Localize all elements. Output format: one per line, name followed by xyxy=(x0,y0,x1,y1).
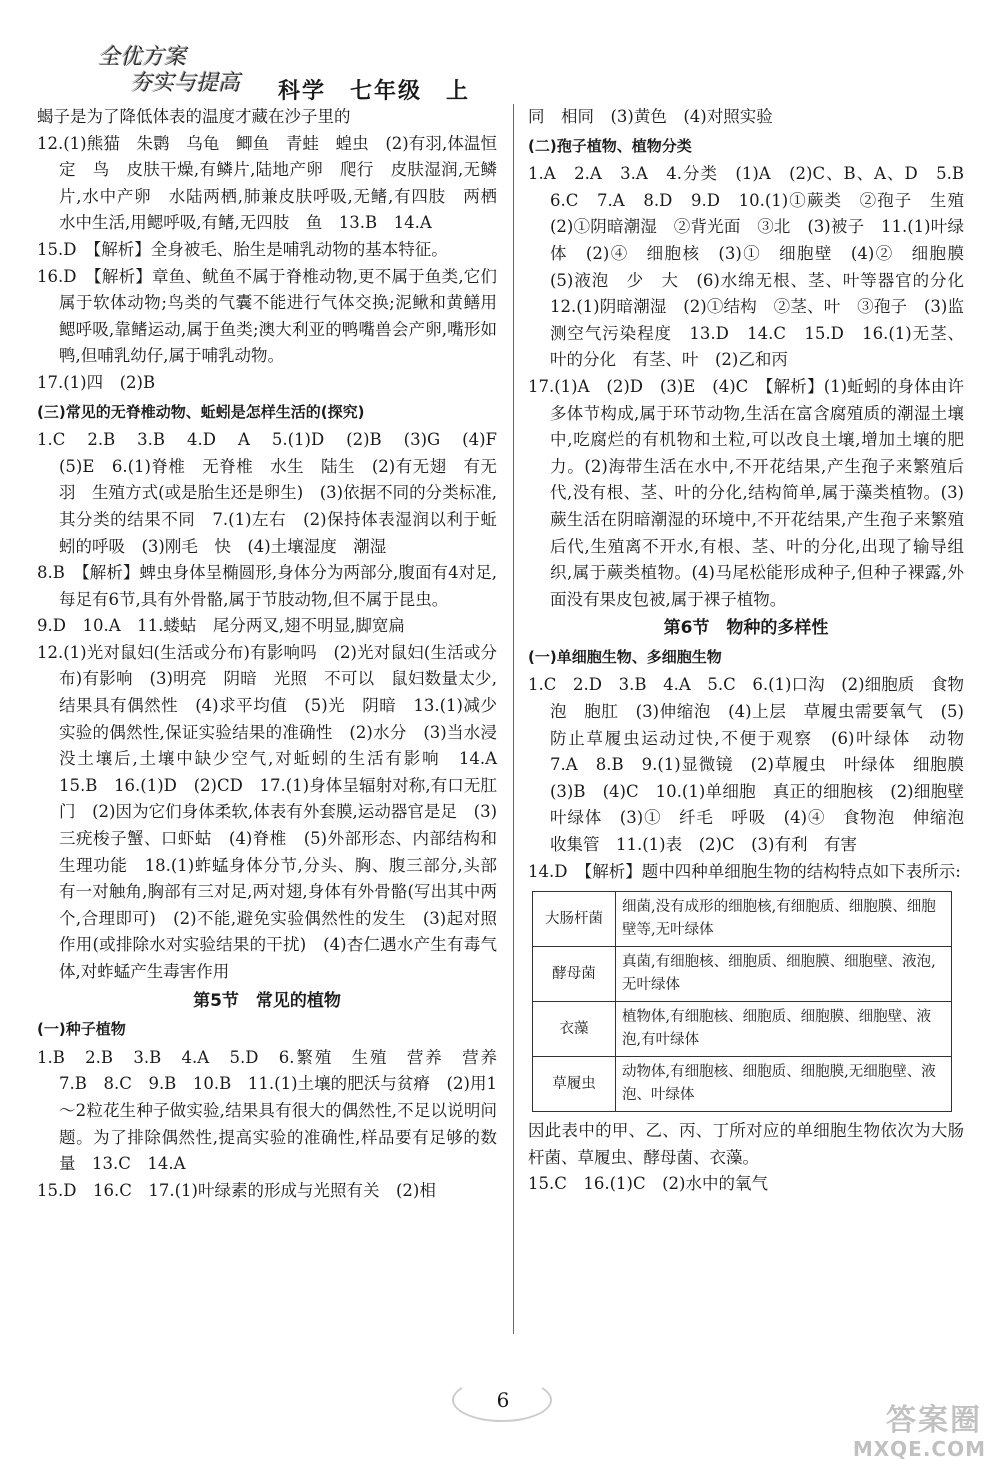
answer-paragraph: 15.D 【解析】全身被毛、胎生是哺乳动物的基本特征。 xyxy=(37,239,448,259)
organism-name-cell: 衣藻 xyxy=(533,1002,616,1057)
answer-paragraph: 9.D 10.A 11.蝼蛄 尾分两叉,翅不明显,脚宽扁 xyxy=(37,616,405,636)
organism-structure-cell: 动物体,有细胞核、细胞质、细胞膜,无细胞壁、液泡、叶绿体 xyxy=(616,1057,952,1112)
watermark-line-1: 答案圈 xyxy=(886,1403,982,1438)
column-divider xyxy=(513,104,514,1334)
logo-line-1: 全优方案 xyxy=(98,45,187,70)
table-row xyxy=(533,1057,952,1112)
watermark-line-2: MXQE.COM xyxy=(852,1437,986,1461)
answer-paragraph: 1.B 2.B 3.B 4.A 5.D 6.繁殖 生殖 营养 营养 7.B 8.C 9.B 10.B 11.(1)土壤的肥沃与贫瘠 (2)用1～2粒花生种子做实验,结果具有很大的偶然性,不足以说明问题。为了排除偶然性,提高实验的准确性,样品要有足够的数量 13.C 14.A xyxy=(37,1047,514,1174)
answer-paragraph: 1.C 2.B 3.B 4.D A 5.(1)D (2)B (3)G (4)F (5)E 6.(1)脊椎 无脊椎 水生 陆生 (2)有无翅 有无羽 生殖方式(或是胎生还是卵生) (3)依据不同的分类标准,其分类的结果不同 7.(1)左右 (2)保持体表湿润以利于蚯蚓的呼吸 (3)刚毛 快 (4)土壤湿度 潮湿 xyxy=(37,430,514,556)
logo-line-2: 夯实与提高 xyxy=(130,71,241,96)
organism-structure-table xyxy=(532,891,952,1112)
section-heading: (一)单细胞生物、多细胞生物 xyxy=(528,647,722,666)
series-logo xyxy=(62,32,292,94)
subject-title: 科学 七年级 上 xyxy=(278,79,471,104)
chapter-heading: 第5节 常见的植物 xyxy=(193,990,341,1011)
organism-structure-cell: 细菌,没有成形的细胞核,有细胞质、细胞膜、细胞壁等,无叶绿体 xyxy=(616,892,952,947)
answer-paragraph: 15.C 16.(1)C (2)水中的氧气 xyxy=(528,1174,768,1194)
section-heading: (二)孢子植物、植物分类 xyxy=(528,136,692,155)
organism-name-cell: 大肠杆菌 xyxy=(533,892,616,947)
answer-paragraph: 17.(1)四 (2)B xyxy=(37,372,156,392)
answer-paragraph: 17.(1)A (2)D (3)E (4)C 【解析】(1)蚯蚓的身体由许多体节构成,属于环节动物,生活在富含腐殖质的潮湿土壤中,吃腐烂的有机物和土粒,可以改良土壤,增加土壤的肥力。(2)海带生活在水中,不开花结果,产生孢子来繁殖后代,没有根、茎、叶的分化,结构简单,属于藻类植物。(3)蕨生活在阴暗潮湿的环境中,不开花结果,产生孢子来繁殖后代,生殖离不开水,有根、茎、叶的分化,出现了输导组织,属于蕨类植物。(4)马尾松能形成种子,但种子裸露,外面没有果皮包被,属于裸子植物。 xyxy=(528,376,964,609)
watermark-logo xyxy=(842,1395,992,1465)
organism-name-cell: 草履虫 xyxy=(533,1057,616,1112)
table-row xyxy=(533,1002,952,1057)
left-column xyxy=(37,104,514,1204)
right-column xyxy=(528,104,981,1198)
answer-paragraph: 1.C 2.D 3.B 4.A 5.C 6.(1)口沟 (2)细胞质 食物泡 胞肛 (3)伸缩泡 (4)上层 草履虫需要氧气 (5)防止草履虫运动过快,不便于观察 (6)叶绿体 动物 7.A 8.B 9.(1)显微镜 (2)草履虫 叶绿体 细胞膜 (3)B (4)C 10.(1)单细胞 真正的细胞核 (2)细胞壁 叶绿体 (3)① 纤毛 呼吸 (4)④ 食物泡 伸缩泡 收集管 11.(1)表 (2)C (3)有利 有害 xyxy=(528,675,981,855)
organism-structure-cell: 真菌,有细胞核、细胞质、细胞膜、细胞壁、液泡,无叶绿体 xyxy=(616,947,952,1002)
answer-paragraph: 8.B 【解析】蜱虫身体呈椭圆形,身体分为两部分,腹面有4对足,每足有6节,具有外骨骼,属于节肢动物,但不属于昆虫。 xyxy=(37,563,497,609)
page-header xyxy=(40,28,500,104)
answer-paragraph: 15.D 16.C 17.(1)叶绿素的形成与光照有关 (2)相 xyxy=(37,1180,436,1200)
section-heading: (一)种子植物 xyxy=(37,1020,126,1039)
answer-paragraph: 蝎子是为了降低体表的温度才藏在沙子里的 xyxy=(37,107,351,126)
answer-paragraph: 同 相同 (3)黄色 (4)对照实验 xyxy=(528,107,773,126)
organism-name-cell: 酵母菌 xyxy=(533,947,616,1002)
answer-paragraph: 12.(1)光对鼠妇(生活或分布)有影响吗 (2)光对鼠妇(生活或分布)有影响 (3)明亮 阴暗 光照 不可以 鼠妇数量太少,结果具有偶然性 (4)求平均值 (5)光 阴暗 13.(1)减少实验的偶然性,保证实验结果的准确性 (2)水分 (3)当水浸没土壤后,土壤中缺少空气,对蚯蚓的生活有影响 14.A 15.B 16.(1)D (2)CD 17.(1)身体呈辐射对称,有口无肛门 (2)因为它们身体柔软,体表有外套膜,运动器官是足 (3)三疣梭子蟹、口虾蛄 (4)脊椎 (5)外部形态、内部结构和生理功能 18.(1)蚱蜢身体分节,分头、胸、腹三部分,头部有一对触角,胸部有三对足,两对翅,身体有外骨骼(写出其中两个,合理即可) (2)不能,避免实验偶然性的发生 (3)起对照作用(或排除水对实验结果的干扰) (4)杏仁遇水产生有毒气体,对蚱蜢产生毒害作用 xyxy=(37,642,514,981)
chapter-heading: 第6节 物种的多样性 xyxy=(663,618,829,639)
page-number: 6 xyxy=(496,1388,510,1412)
answer-paragraph: 12.(1)熊猫 朱鹮 乌龟 鲫鱼 青蛙 蝗虫 (2)有羽,体温恒定 鸟 皮肤干燥,有鳞片,陆地产卵 爬行 皮肤湿润,无鳞片,水中产卵 水陆两栖,肺兼皮肤呼吸,无鳍,有四肢 两栖 水中生活,用鳃呼吸,有鳍,无四肢 鱼 13.B 14.A xyxy=(37,133,514,233)
table-row xyxy=(533,892,952,947)
table-row xyxy=(533,947,952,1002)
organism-structure-cell: 植物体,有细胞核、细胞质、细胞膜、细胞壁、液泡,有叶绿体 xyxy=(616,1002,952,1057)
answer-paragraph: 因此表中的甲、乙、丙、丁所对应的单细胞生物依次为大肠杆菌、草履虫、酵母菌、衣藻。 xyxy=(528,1121,964,1167)
answer-paragraph: 16.D 【解析】章鱼、鱿鱼不属于脊椎动物,更不属于鱼类,它们属于软体动物;鸟类的气囊不能进行气体交换;泥鳅和黄鳝用鳃呼吸,靠鳍运动,属于鱼类;澳大利亚的鸭嘴兽会产卵,嘴形如鸭,但哺乳幼仔,属于哺乳动物。 xyxy=(37,266,497,366)
answer-paragraph: 14.D 【解析】题中四种单细胞生物的结构特点如下表所示: xyxy=(528,861,961,881)
answer-paragraph: 1.A 2.A 3.A 4.分类 (1)A (2)C、B、A、D 5.B 6.C 7.A 8.D 9.D 10.(1)①蕨类 ②孢子 生殖 (2)①阴暗潮湿 ②背光面 ③北 (3)被子 11.(1)叶绿体 (2)④ 细胞核 (3)① 细胞壁 (4)② 细胞膜 (5)液泡 少 大 (6)水绵无根、茎、叶等器官的分化 12.(1)阴暗潮湿 (2)①结构 ②茎、叶 ③孢子 (3)监测空气污染程度 13.D 14.C 15.D 16.(1)无茎、叶的分化 有茎、叶 (2)乙和丙 xyxy=(528,164,981,370)
section-heading: (三)常见的无脊椎动物、蚯蚓是怎样生活的(探究) xyxy=(37,402,365,421)
